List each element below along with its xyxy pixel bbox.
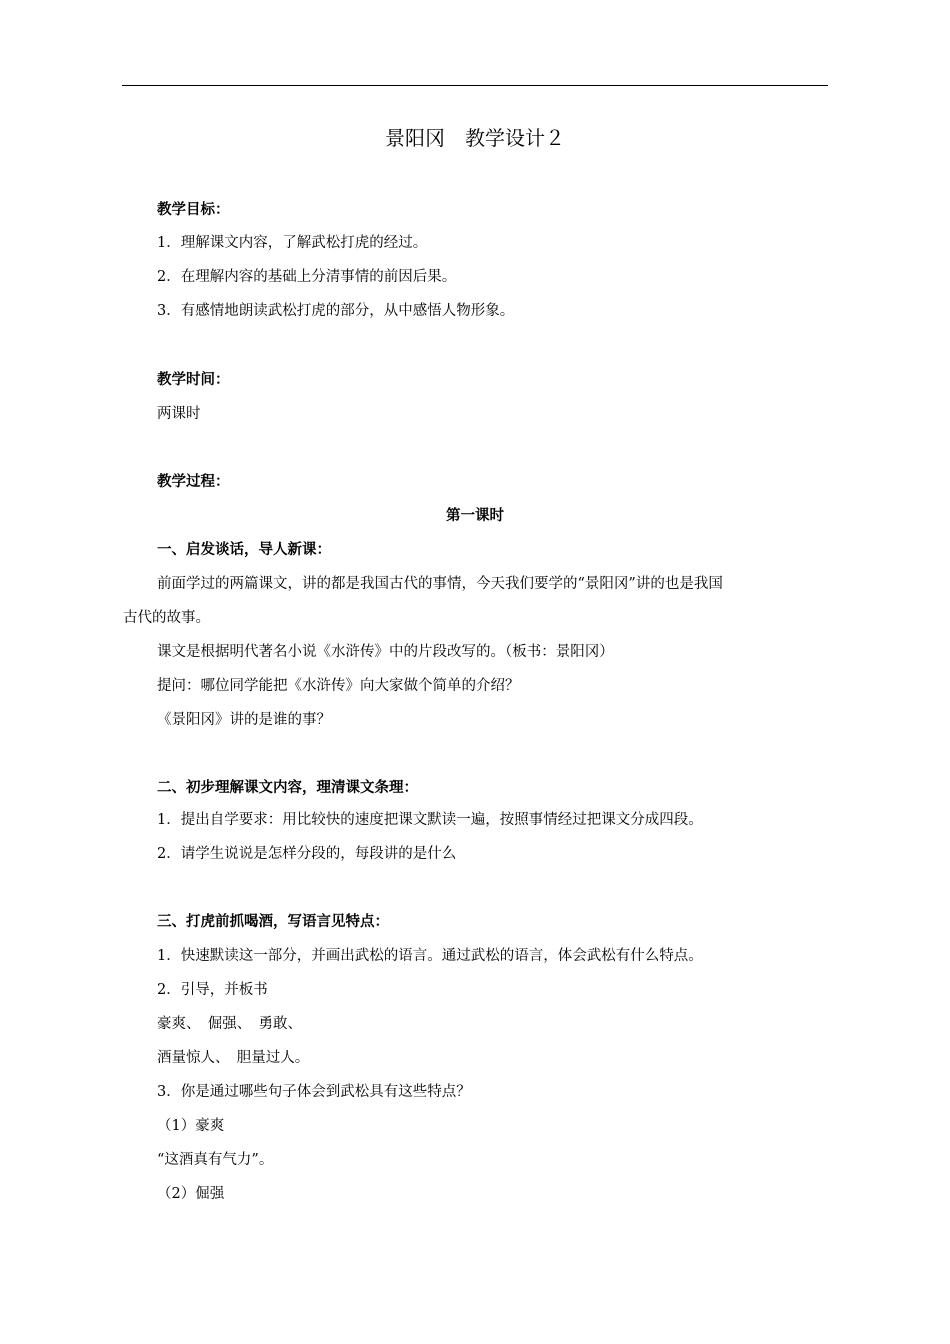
time-heading: 教学时间： [157,372,230,388]
paragraph: 古代的故事。 [123,610,210,626]
goals-heading: 教学目标： [157,202,230,218]
sub-item: （2）倔强 [157,1186,225,1202]
trait-line: 酒量惊人、 胆量过人。 [157,1050,310,1066]
header-rule [122,85,828,86]
trait-line: 豪爽、 倔强、 勇敢、 [157,1016,302,1032]
paragraph: 课文是根据明代著名小说《水浒传》中的片段改写的。（板书：景阳冈） [157,644,614,660]
section-two-heading: 二、初步理解课文内容，理清课文条理： [157,780,418,796]
document-title: 景阳冈 教学设计２ [385,126,565,150]
goal-item: 2．在理解内容的基础上分清事情的前因后果。 [157,269,457,285]
section-three-heading: 三、打虎前抓喝酒，写语言见特点： [157,914,389,930]
list-item: 1．快速默读这一部分，并画出武松的语言。通过武松的语言，体会武松有什么特点。 [157,948,703,964]
process-heading: 教学过程： [157,474,230,490]
list-item: 1．提出自学要求：用比较快的速度把课文默读一遍，按照事情经过把课文分成四段。 [157,812,703,828]
goal-item: 1．理解课文内容，了解武松打虎的经过。 [157,235,428,251]
sub-item: （1）豪爽 [157,1118,225,1134]
list-item: 3．你是通过哪些句子体会到武松具有这些特点？ [157,1084,471,1100]
paragraph: 前面学过的两篇课文，讲的都是我国古代的事情，今天我们要学的“景阳冈”讲的也是我国 [157,576,723,592]
list-item: 2．引导，并板书 [157,982,268,998]
paragraph: 提问：哪位同学能把《水浒传》向大家做个简单的介绍？ [157,678,520,694]
goal-item: 3．有感情地朗读武松打虎的部分，从中感悟人物形象。 [157,303,515,319]
quote: “这酒真有气力”。 [157,1152,274,1168]
lesson-one-heading: 第一课时 [446,508,504,524]
paragraph: 《景阳冈》讲的是谁的事？ [157,712,331,728]
time-value: 两课时 [157,406,201,422]
list-item: 2．请学生说说是怎样分段的，每段讲的是什么 [157,846,457,862]
section-one-heading: 一、启发谈话，导人新课： [157,542,331,558]
